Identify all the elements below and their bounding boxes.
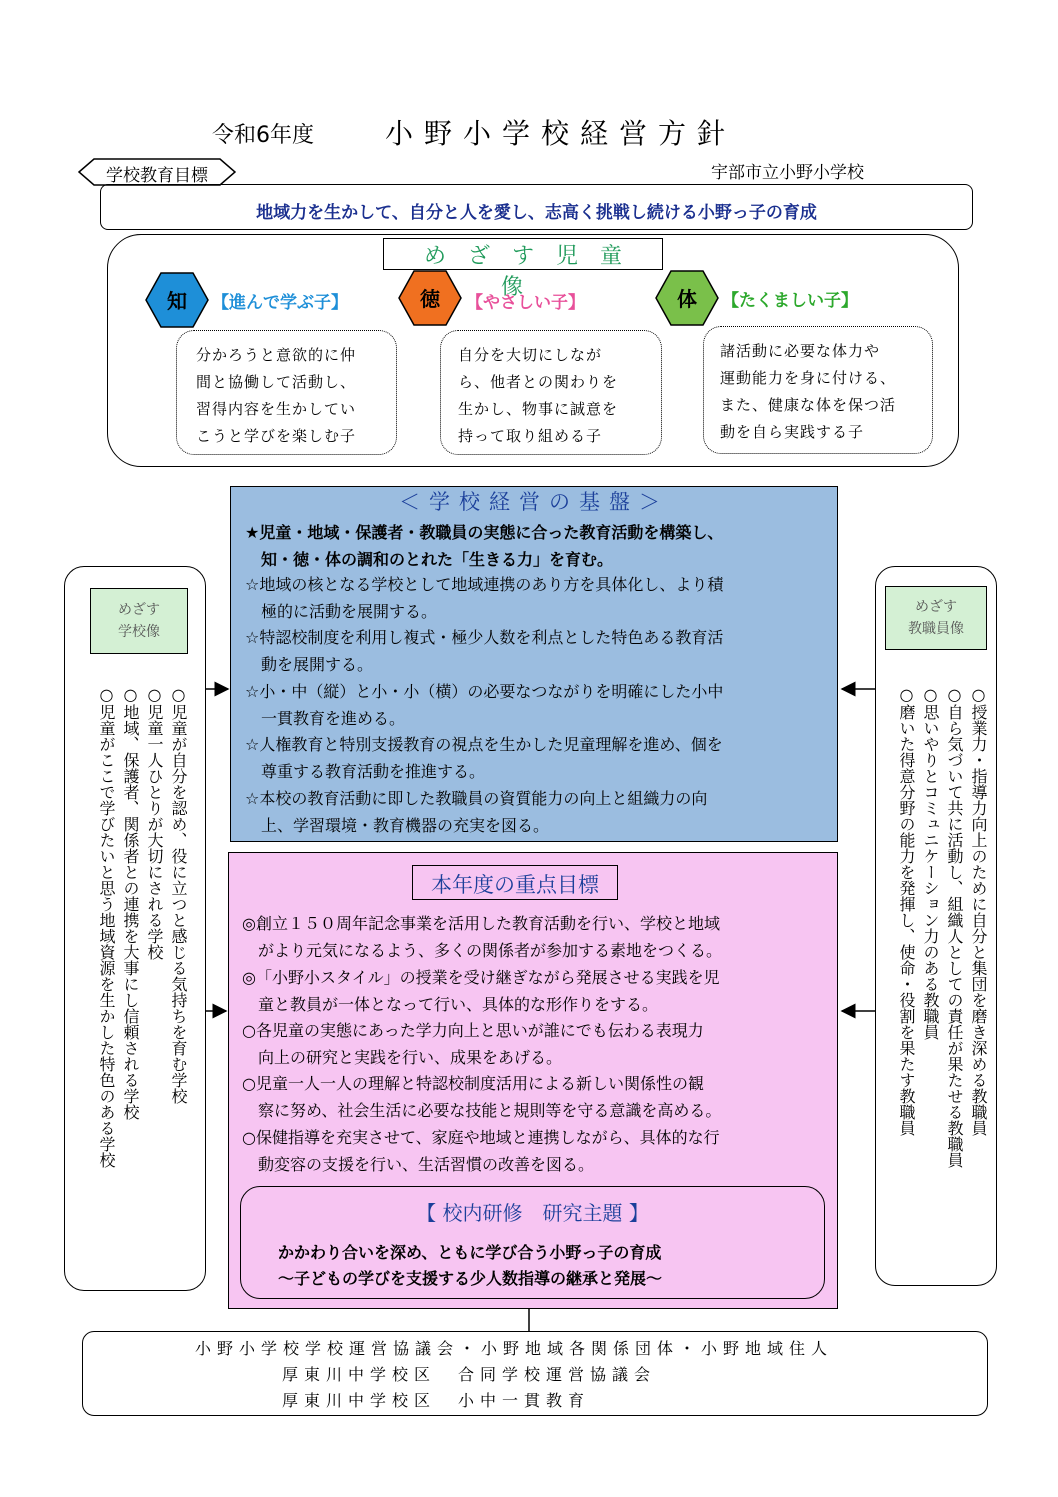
trait-label-knowledge: 【進んで学ぶ子】 (212, 293, 348, 313)
research-theme: かかわり合いを深め、ともに学び合う小野っ子の育成 (278, 1243, 662, 1262)
partners-line: 小野小学校学校運営協議会・小野地域各関係団体・小野地域住人 (195, 1339, 834, 1358)
trait-label-virtue: 【やさしい子】 (466, 293, 585, 313)
foundation-item: ☆地域の核となる学校として地域連携のあり方を具体化し、より積 極的に活動を展開する。 (245, 575, 724, 621)
trait-desc-virtue: 自分を大切にしなが ら、他者との関わりを 生かし、物事に誠意を 持って取り組める子 (458, 346, 619, 445)
badge-text: 知 (167, 289, 187, 313)
fiscal-year: 令和6年度 (212, 123, 314, 148)
research-subtheme: ～子どもの学びを支援する少人数指導の継承と発展～ (278, 1269, 663, 1288)
focus-item: ◎創立１５０周年記念事業を活用した教育活動を行い、学校と地域 がより元気になるよう、多くの関係者が参加する素地をつくる。 (242, 914, 723, 960)
foundation-item: ☆小・中（縦）と小・小（横）の必要なつながりを明確にした小中 一貫教育を進める。 (245, 682, 724, 728)
ideal-child-title: めざす児童像 (423, 244, 644, 300)
foundation-item: ☆特認校制度を利用し複式・極少人数を利点とした特色ある教育活 動を展開する。 (245, 628, 724, 674)
goal-tag-label: 学校教育目標 (106, 166, 208, 186)
motto-text: 地域力を生かして、自分と人を愛し、志高く挑戦し続ける小野っ子の育成 (256, 203, 817, 223)
research-title: 【 校内研修 研究主題 】 (416, 1201, 649, 1225)
badge-text: 体 (677, 287, 697, 311)
page-title: 小野小学校経営方針 (385, 117, 737, 150)
trait-desc-body: 諸活動に必要な体力や 運動能力を身に付ける、 また、健康な体を保つ活 動を自ら実践する子 (720, 342, 897, 441)
school-ideal-list: ○児童が自分を認め、役に立つと感じる気持ちを育む学校 ○児童一人ひとりが大切にされる学校 ○地域、保護者、関係者との連携を大事にし信頼される学校 ○児童がここで学びたいと思う地域資源を生かした特色のある学校 (97, 685, 188, 1168)
focus-item: ○各児童の実態にあった学力向上と思いが誰にでも伝わる表現力 向上の研究と実践を行い、成果をあげる。 (242, 1021, 704, 1067)
focus-item: ○児童一人一人の理解と特認校制度活用による新しい関係性の観 察に努め、社会生活に必要な技能と規則等を守る意識を高める。 (242, 1074, 722, 1120)
trait-label-body: 【たくましい子】 (722, 291, 858, 311)
badge-text: 徳 (420, 287, 440, 311)
foundation-title: ＜学校経営の基盤＞ (399, 490, 669, 514)
school-name: 宇部市立小野小学校 (711, 163, 864, 183)
focus-item: ○保健指導を充実させて、家庭や地域と連携しながら、具体的な行 動変容の支援を行い、生活習慣の改善を図る。 (242, 1128, 720, 1174)
foundation-item: ☆本校の教育活動に即した教職員の資質能力の向上と組織力の向 上、学習環境・教育機器の充実を図る。 (245, 789, 708, 835)
foundation-item: ★児童・地域・保護者・教職員の実態に合った教育活動を構築し、 知・徳・体の調和のとれた「生きる力」を育む。 (245, 523, 724, 569)
partners-line: 厚東川中学校区 小中一貫教育 (282, 1391, 591, 1410)
foundation-item: ☆人権教育と特別支援教育の視点を生かした児童理解を進め、個を 尊重する教育活動を推進する。 (245, 735, 723, 781)
focus-title: 本年度の重点目標 (431, 873, 599, 897)
partners-line: 厚東川中学校区 合同学校運営協議会 (282, 1365, 657, 1384)
school-ideal-tag: めざす 学校像 (90, 588, 188, 654)
focus-item: ◎「小野小スタイル」の授業を受け継ぎながら発展させる実践を児 童と教員が一体となって行い、具体的な形作りをする。 (242, 968, 720, 1014)
staff-ideal-tag: めざす 教職員像 (885, 586, 987, 650)
trait-desc-knowledge: 分かろうと意欲的に仲 間と協働して活動し、 習得内容を生かしてい こうと学びを楽しむ子 (196, 346, 357, 445)
staff-ideal-list: ○授業力・指導力向上のために自分と集団を磨き深める教職員 ○自ら気づいて共に活動し、組織人としての責任が果たせる教職員 ○思いやりとコミュニケーション力のある教職員 ○磨いた得意分野の能力を発揮し、使命・役割を果たす教職員 (897, 685, 988, 1168)
